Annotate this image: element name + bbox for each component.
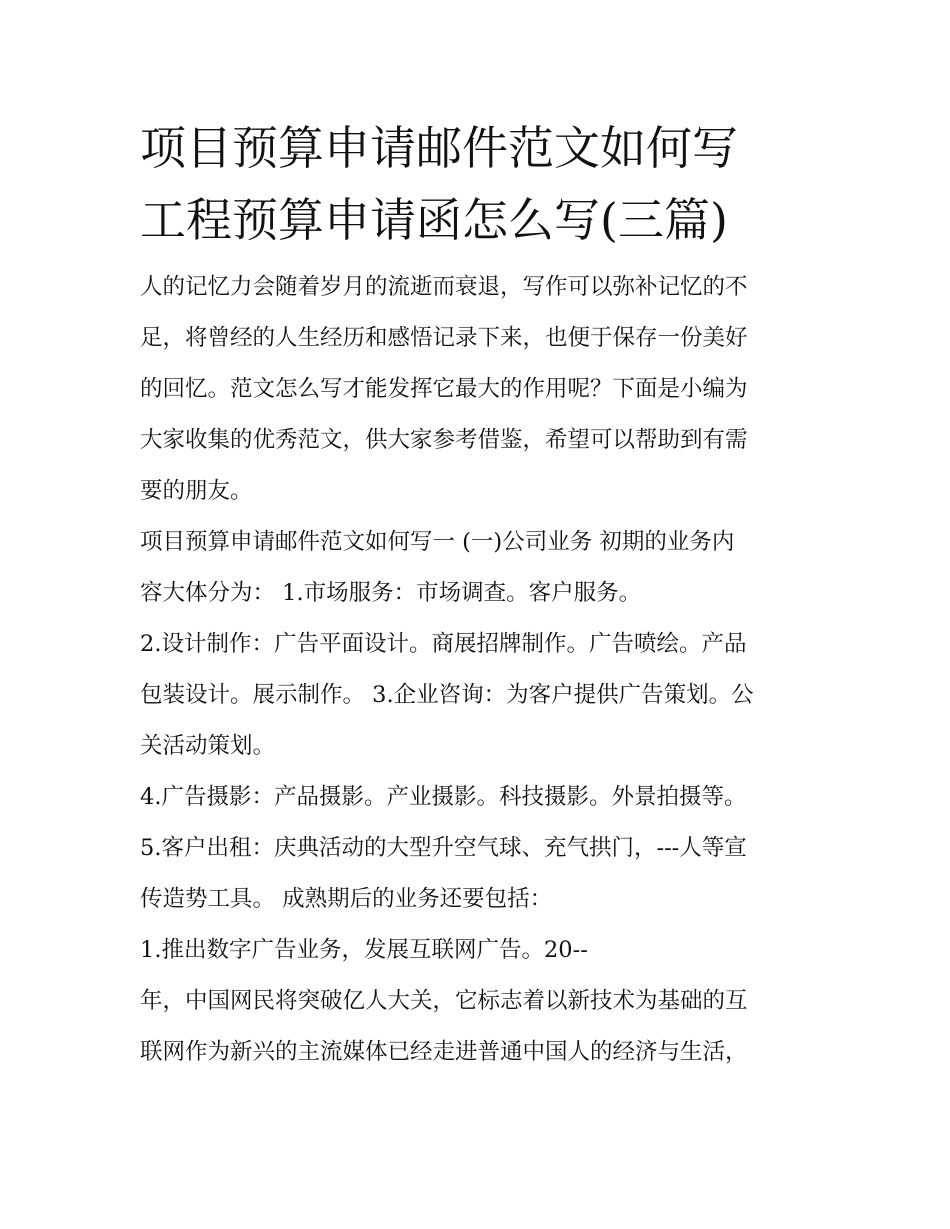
body-line: 2.设计制作：广告平面设计。商展招牌制作。广告喷绘。产品: [140, 631, 747, 657]
body-line: 容大体分为： 1.市场服务：市场调查。客户服务。: [140, 580, 642, 606]
intro-line: 要的朋友。: [140, 478, 253, 504]
document-title: [140, 112, 812, 256]
body-line: 传造势工具。 成熟期后的业务还要包括：: [140, 886, 553, 912]
body-line: 1.推出数字广告业务，发展互联网广告。20--: [140, 937, 588, 963]
body-text: [140, 517, 812, 1078]
body-line: 联网作为新兴的主流媒体已经走进普通中国人的经济与生活，: [140, 1039, 748, 1065]
body-line: 5.客户出租：庆典活动的大型升空气球、充气拱门，---人等宣: [140, 835, 747, 861]
body-line: 年，中国网民将突破亿人大关，它标志着以新技术为基础的互: [140, 988, 748, 1014]
title-line-1: 项目预算申请邮件范文如何写: [140, 121, 738, 175]
body-line: 4.广告摄影：产品摄影。产业摄影。科技摄影。外景拍摄等。: [140, 784, 747, 810]
body-line: 包装设计。展示制作。 3.企业咨询：为客户提供广告策划。公: [140, 682, 754, 708]
intro-line: 足，将曾经的人生经历和感悟记录下来，也便于保存一份美好: [140, 325, 748, 351]
intro-paragraph: [140, 262, 812, 517]
intro-line: 的回忆。范文怎么写才能发挥它最大的作用呢？下面是小编为: [140, 376, 748, 402]
intro-line: 人的记忆力会随着岁月的流逝而衰退，写作可以弥补记忆的不: [140, 274, 748, 300]
body-line: 关活动策划。: [140, 733, 276, 759]
document-page: [140, 112, 812, 1078]
title-line-2: 工程预算申请函怎么写(三篇): [140, 193, 728, 247]
intro-line: 大家收集的优秀范文，供大家参考借鉴，希望可以帮助到有需: [140, 427, 748, 453]
body-line: 项目预算申请邮件范文如何写一 (一)公司业务 初期的业务内: [140, 529, 735, 555]
